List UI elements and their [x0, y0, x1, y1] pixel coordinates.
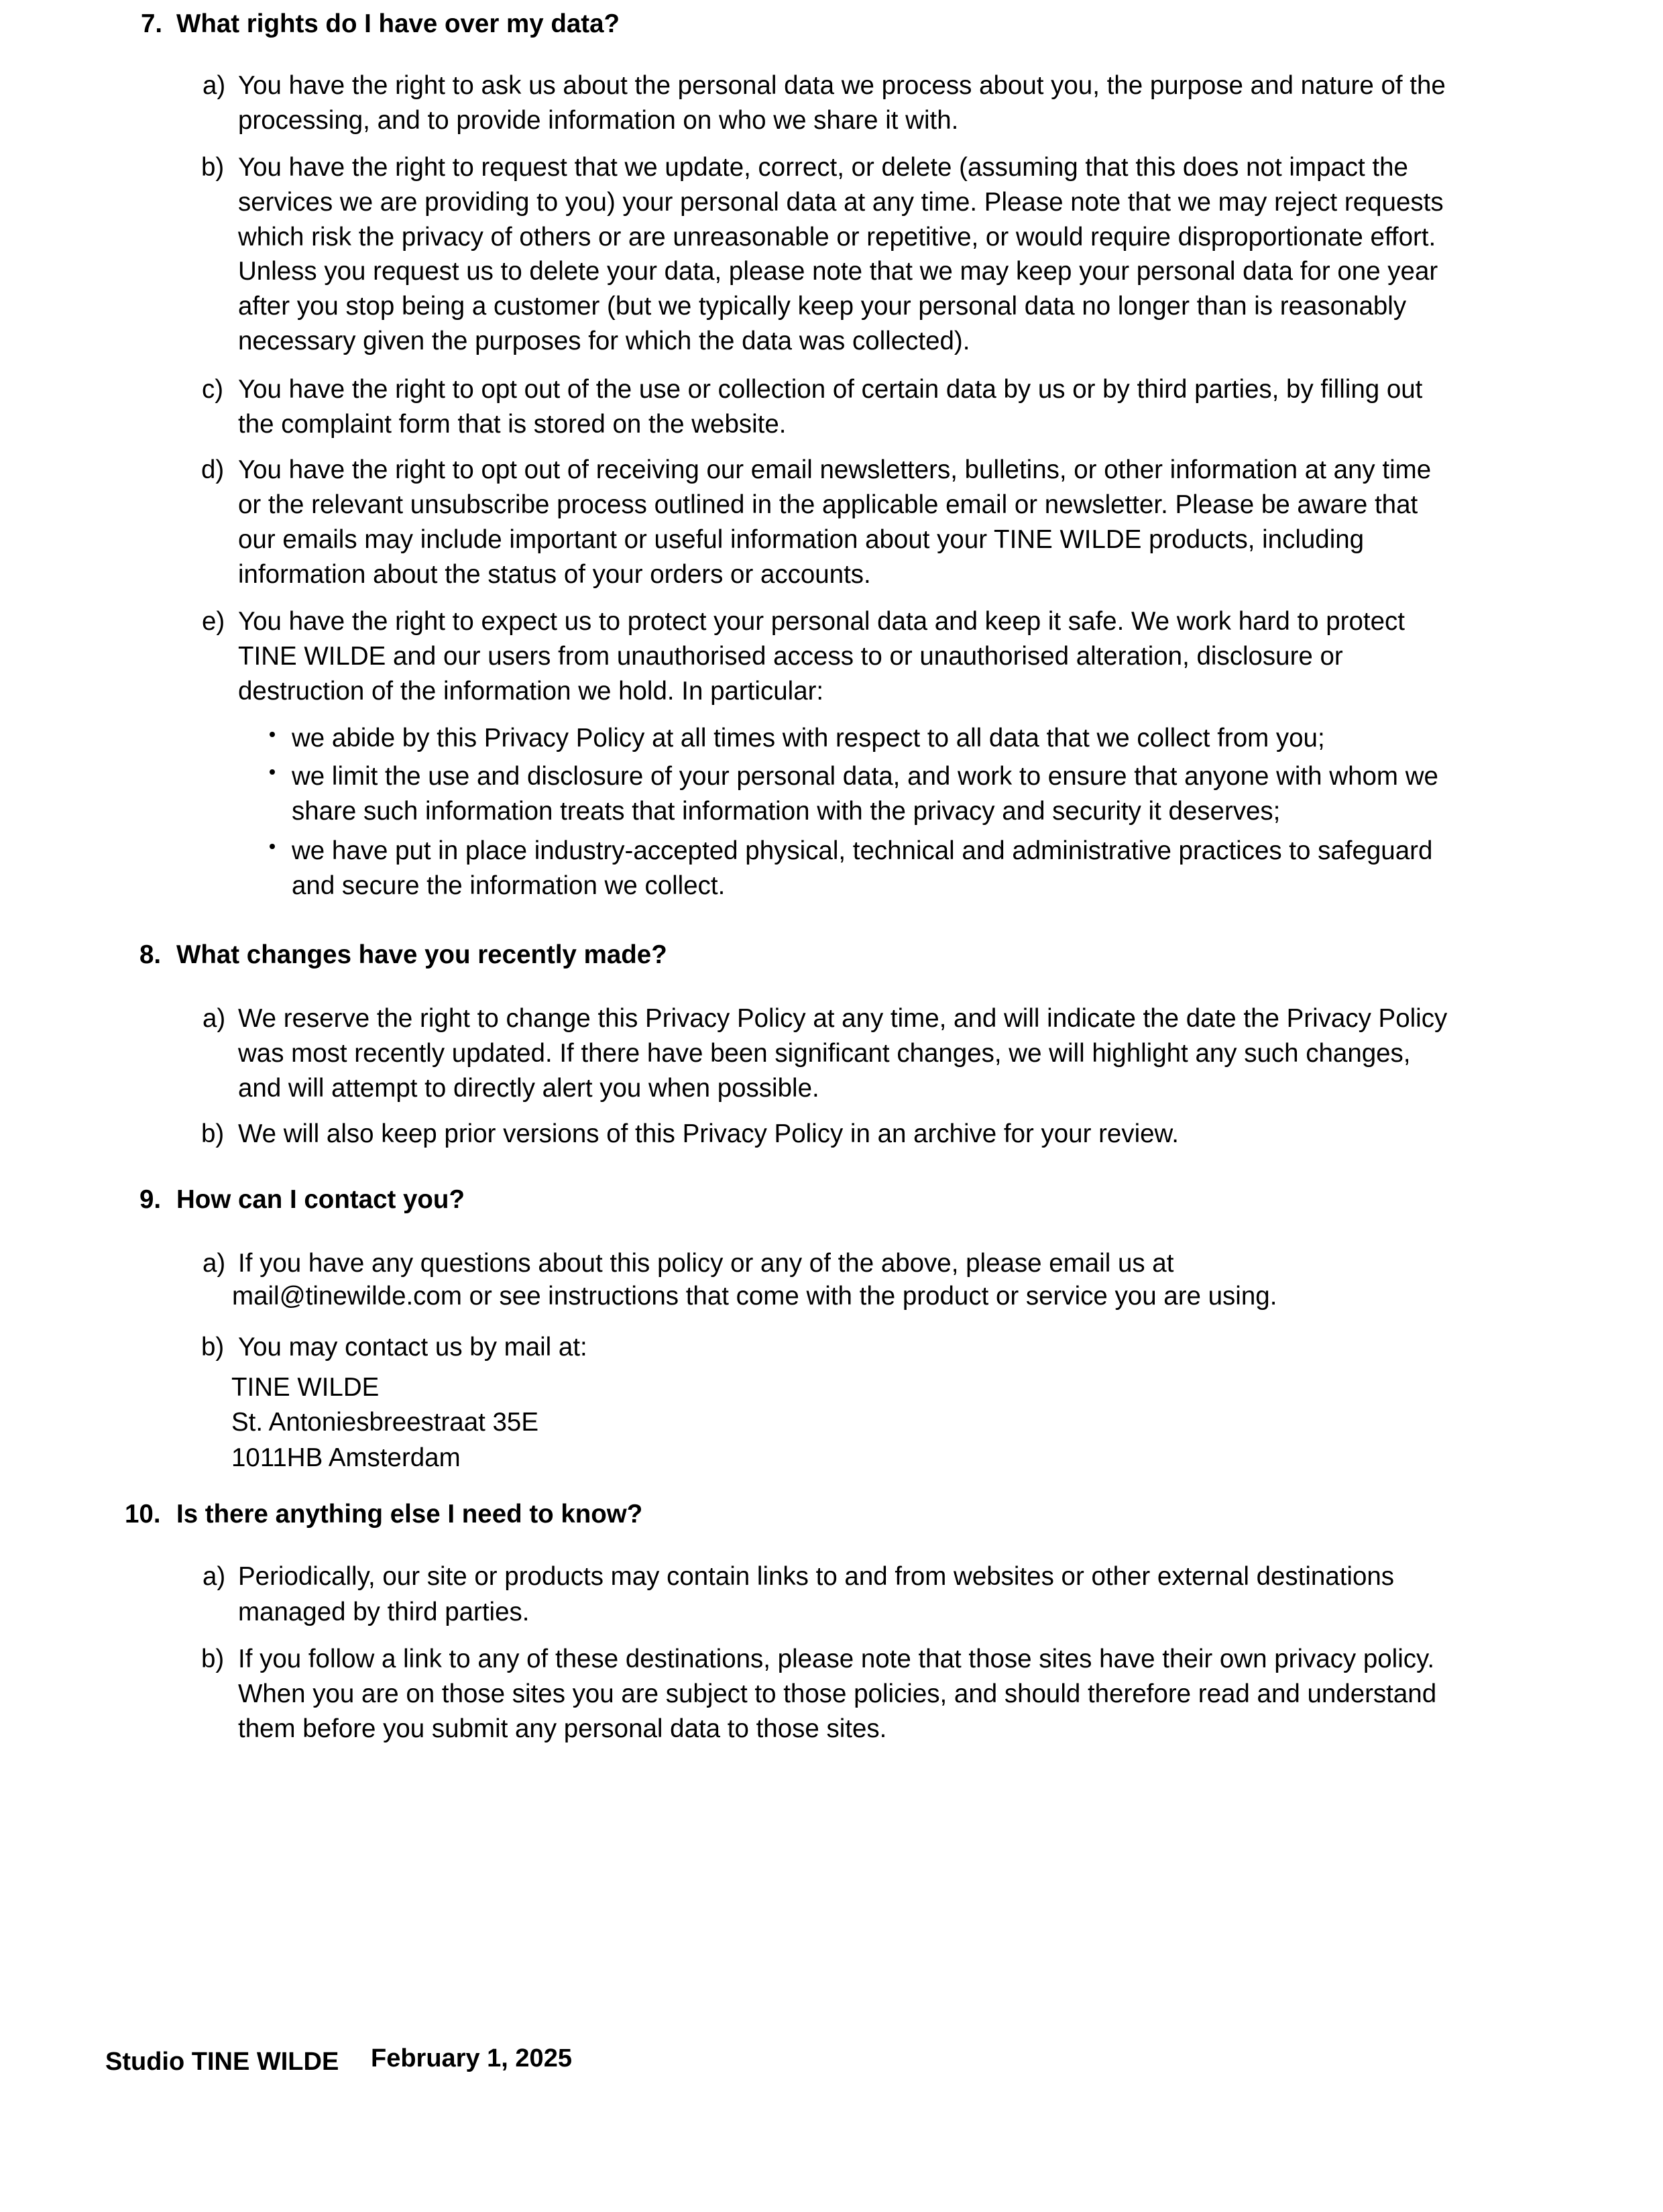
item-text-line: You have the right to expect us to protect your personal data and keep it safe. We work hard to protect [238, 607, 1405, 636]
item-text-line: services we are providing to you) your personal data at any time. Please note that we may reject requests [238, 188, 1444, 217]
address-street: St. Antoniesbreestraat 35E [231, 1408, 539, 1437]
item-text-line: necessary given the purposes for which the data was collected). [238, 327, 970, 355]
item-marker: a) [203, 1249, 226, 1278]
bullet-text-line: we abide by this Privacy Policy at all times with respect to all data that we collect from you; [292, 724, 1325, 753]
item-text-line: If you follow a link to any of these destinations, please note that those sites have their own privacy policy. [238, 1645, 1435, 1673]
item-text-line: You have the right to ask us about the personal data we process about you, the purpose and nature of the [238, 71, 1446, 100]
item-text-line: which risk the privacy of others or are unreasonable or repetitive, or would require disproportionate effort. [238, 223, 1436, 252]
item-text-line: You have the right to opt out of the use or collection of certain data by us or by third parties, by filling out [238, 375, 1423, 404]
item-marker: b) [201, 1119, 225, 1148]
item-marker: b) [201, 1333, 225, 1362]
item-text-line: after you stop being a customer (but we typically keep your personal data no longer than is reasonably [238, 292, 1407, 321]
address-company: TINE WILDE [231, 1373, 380, 1402]
bullet-icon [270, 769, 275, 775]
item-text-line: destruction of the information we hold. In particular: [238, 677, 824, 706]
section-heading: How can I contact you? [176, 1185, 465, 1214]
section-number: 7. [141, 9, 163, 38]
address-city: 1011HB Amsterdam [231, 1443, 461, 1472]
item-text-line: Periodically, our site or products may contain links to and from websites or other external destinations [238, 1562, 1395, 1591]
item-text-line: managed by third parties. [238, 1598, 530, 1626]
bullet-text-line: we have put in place industry-accepted physical, technical and administrative practices to safeguard [292, 836, 1433, 865]
section-heading: What changes have you recently made? [176, 940, 667, 969]
item-text-line: TINE WILDE and our users from unauthorised access to or unauthorised alteration, disclosure or [238, 642, 1343, 671]
item-text-line: You have the right to opt out of receiving our email newsletters, bulletins, or other information at any time [238, 455, 1432, 484]
item-text-line: them before you submit any personal data to those sites. [238, 1714, 887, 1743]
item-marker: a) [203, 71, 226, 100]
item-text-line: We will also keep prior versions of this Privacy Policy in an archive for your review. [238, 1119, 1179, 1148]
section-heading: Is there anything else I need to know? [176, 1500, 643, 1529]
item-marker: c) [202, 375, 224, 404]
footer-date: February 1, 2025 [371, 2044, 572, 2072]
item-text-line: We reserve the right to change this Privacy Policy at any time, and will indicate the date the Privacy Policy [238, 1004, 1448, 1033]
item-text-line: If you have any questions about this policy or any of the above, please email us at [238, 1249, 1174, 1278]
footer-company: Studio TINE WILDE [105, 2048, 339, 2076]
item-marker: d) [201, 455, 225, 484]
item-marker: a) [203, 1004, 226, 1033]
item-text-line: or the relevant unsubscribe process outlined in the applicable email or newsletter. Please be aware that [238, 490, 1418, 519]
section-number: 9. [139, 1185, 162, 1214]
item-text-line: You may contact us by mail at: [238, 1333, 587, 1362]
bullet-text-line: we limit the use and disclosure of your personal data, and work to ensure that anyone with whom we [292, 762, 1438, 791]
section-number: 10. [125, 1500, 161, 1529]
email-line: mail@tinewilde.com or see instructions that come with the product or service you are using. [232, 1282, 1277, 1311]
item-marker: b) [201, 1645, 225, 1673]
bullet-text-line: and secure the information we collect. [292, 871, 726, 900]
item-text-line: You have the right to request that we update, correct, or delete (assuming that this does not impact the [238, 153, 1408, 182]
item-text-line: When you are on those sites you are subject to those policies, and should therefore read and understand [238, 1679, 1437, 1708]
bullet-icon [270, 732, 275, 737]
bullet-text-line: share such information treats that information with the privacy and security it deserves; [292, 797, 1281, 826]
bullet-icon [270, 844, 275, 849]
item-text-line: processing, and to provide information on who we share it with. [238, 106, 959, 135]
item-text-line: and will attempt to directly alert you when possible. [238, 1074, 819, 1103]
section-heading: What rights do I have over my data? [176, 9, 620, 38]
item-text-line: information about the status of your orders or accounts. [238, 560, 871, 589]
item-marker: e) [202, 607, 225, 636]
item-text-line: Unless you request us to delete your data, please note that we may keep your personal data for one year [238, 257, 1438, 286]
item-text-line: our emails may include important or useful information about your TINE WILDE products, including [238, 525, 1365, 554]
item-marker: a) [203, 1562, 226, 1591]
section-number: 8. [139, 940, 162, 969]
item-text-line: the complaint form that is stored on the website. [238, 410, 787, 439]
item-marker: b) [201, 153, 225, 182]
item-text-line: was most recently updated. If there have been significant changes, we will highlight any such changes, [238, 1039, 1411, 1068]
